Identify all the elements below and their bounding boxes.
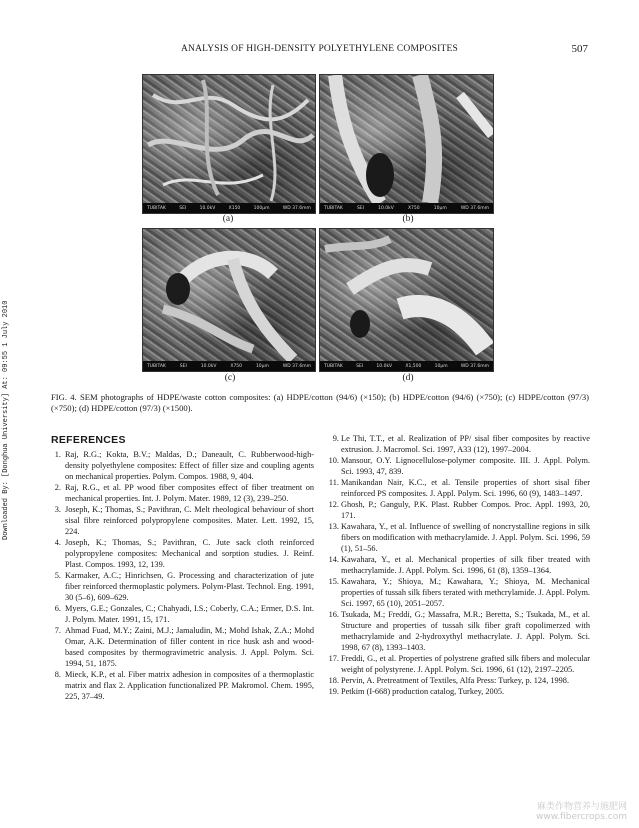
fiber-texture-b — [320, 75, 493, 213]
reference-item: 2. Raj, R.G., et al. PP wood fiber composites effect of fiber treatment on mechanical properties. Int. J. Polym. Mater. 1989, 12 (3), 239–250. — [54, 483, 314, 503]
reference-item: 12. Ghosh, P.; Ganguly, P.K. Plast. Rubber Compos. Proc. Appl. 1993, 20, 171. — [328, 500, 590, 520]
sem-photo-d — [319, 228, 494, 372]
reference-item: 14. Kawahara, Y., et al. Mechanical properties of silk fiber treated with methacrylamide. J. Appl. Polym. Sci. 1996, 61 (8), 1359–1364. — [328, 555, 590, 575]
sem-info-bar: TUBITAK SEI 10.0kV X1,500 10µm WD 37.6mm — [320, 361, 493, 371]
download-stamp: Downloaded By: [Donghua University] At: 09:55 1 July 2010 — [2, 300, 10, 540]
panel-label-a: (a) — [222, 214, 234, 224]
page-number: 507 — [571, 43, 588, 55]
panel-label-c: (c) — [224, 373, 236, 383]
reference-item: 17. Freddi, G., et al. Properties of polystrene grafted silk fibers and molecular weight of polystyrene. J. Appl. Polym. Sci. 1996, 61 (12), 2197–2205. — [328, 654, 590, 674]
panel-label-b: (b) — [402, 214, 414, 224]
fiber-texture-c — [143, 229, 315, 371]
fiber-texture-d — [320, 229, 493, 371]
reference-item: 4. Joseph, K.; Thomas, S.; Pavithran, C. Jute sack cloth reinforced polypropylene composites: Mechanical and sorption studies. J. Reinf. Plast. Compos. 1993, 12, 139. — [54, 538, 314, 569]
references-right-column — [327, 433, 590, 697]
reference-item: 9. Le Thi, T.T., et al. Realization of PP/ sisal fiber composites by reactive extrusion. J. Macromol. Sci. 1997, A33 (12), 1997–2004. — [332, 434, 590, 454]
reference-item: 7. Ahmad Fuad, M.Y.; Zaini, M.J.; Jamaludin, M.; Mohd Ishak, Z.A.; Mohd Omar, A.K. Determination of filler content in rice husk ash and wood-based composites by thermogravimetric analysis. J. Appl. Polym. Sci. 1994, 51, 1875. — [54, 626, 314, 668]
figure-caption: FIG. 4. SEM photographs of HDPE/waste cotton composites: (a) HDPE/cotton (94/6) (×150); (b) HDPE/cotton (94/6) (×750); (c) HDPE/cotton (97/3) (×750); (d) HDPE/cotton (97/3) (×1500). — [51, 392, 589, 413]
reference-item: 1. Raj, R.G.; Kokta, B.V.; Maldas, D.; Daneault, C. Rubberwood-high-density polyethylene composites: Effect of filler size and coupling agents on mechanical properties. Polym. Compos. 1988, 9, 404. — [54, 450, 314, 481]
site-watermark — [536, 802, 627, 822]
fiber-texture-a — [143, 75, 315, 213]
reference-item: 13. Kawahara, Y., et al. Influence of swelling of noncrystalline regions in silk fibers on modification with methacrylamide. J. Appl. Polym. Sci. 1996, 59 (1), 51–56. — [328, 522, 590, 553]
sem-photo-c — [142, 228, 316, 372]
sem-photo-b — [319, 74, 494, 214]
reference-item: 10. Mansour, O.Y. Lignocellulose-polymer composite. III. J. Appl. Polym. Sci. 1993, 47, 839. — [328, 456, 590, 476]
panel-label-d: (d) — [402, 373, 414, 383]
reference-item: 19. Petkim (I-668) production catalog, Turkey, 2005. — [328, 687, 505, 696]
reference-item: 5. Karmaker, A.C.; Hinrichsen, G. Processing and characterization of jute fiber reinforced thermoplastic polymers. Polym-Plast. Technol. Eng. 1991, 30 (5–6), 609–629. — [54, 571, 314, 602]
watermark-line-2: www.fibercrops.com — [536, 812, 627, 822]
sem-info-bar: TUBITAK SEI 10.0kV X750 10µm WD 37.6mm — [143, 361, 315, 371]
watermark-line-1: 麻类作物营养与施肥网 — [536, 802, 627, 812]
sem-info-bar: TUBITAK SEI 10.0kV X750 10µm WD 37.6mm — [320, 203, 493, 213]
references-left-column — [51, 449, 314, 702]
sem-photo-a — [142, 74, 316, 214]
reference-item: 16. Tsukada, M.; Freddi, G.; Massafra, M.R.; Beretta, S.; Tsukada, M., et al. Structure and properties of tussah silk fiber graft copolimerzed with methacrylamide and 2-hydroxythyl methacrylate. J. Appl. Polym. Sci. 1998, 67 (8), 1393–1403. — [328, 610, 590, 652]
reference-item: 11. Manikandan Nair, K.C., et al. Tensile properties of short sisal fiber reinforced PS composites. J. Appl. Polym. Sci. 1996, 60 (9), 1483–1497. — [328, 478, 590, 498]
references-heading: REFERENCES — [51, 434, 126, 446]
reference-item: 3. Joseph, K.; Thomas, S.; Pavithran, C. Melt rheological behaviour of short sisal fibre reinforced polypropylene composites. Mater. Lett. 1992, 15, 224. — [54, 505, 314, 536]
sem-info-bar: TUBITAK SEI 10.0kV X150 100µm WD 37.6mm — [143, 203, 315, 213]
reference-item: 15. Kawahara, Y.; Shioya, M.; Kawahara, Y.; Shioya, M. Mechanical properties of tussah silk fibers terated with methcrylamide. J. Appl. Polym. Sci. 1997, 65 (10), 2051–2057. — [328, 577, 590, 608]
running-header — [0, 43, 639, 57]
reference-item: 18. Pervin, A. Pretreatment of Textiles, Alfa Press: Turkey, p. 124, 1998. — [328, 676, 570, 685]
running-head: ANALYSIS OF HIGH-DENSITY POLYETHYLENE COMPOSITES — [180, 44, 459, 54]
reference-item: 8. Mieck, K.P., et al. Fiber matrix adhesion in composites of a thermoplastic matrix and flax 2. Application functionalized PP. Makromol. Chem. 1995, 225, 37–49. — [54, 670, 314, 701]
reference-item: 6. Myers, G.E.; Gonzales, C.; Chahyadi, I.S.; Coberly, C.A.; Ermer, D.S. Int. J. Polym. Mater. 1991, 15, 171. — [54, 604, 314, 624]
